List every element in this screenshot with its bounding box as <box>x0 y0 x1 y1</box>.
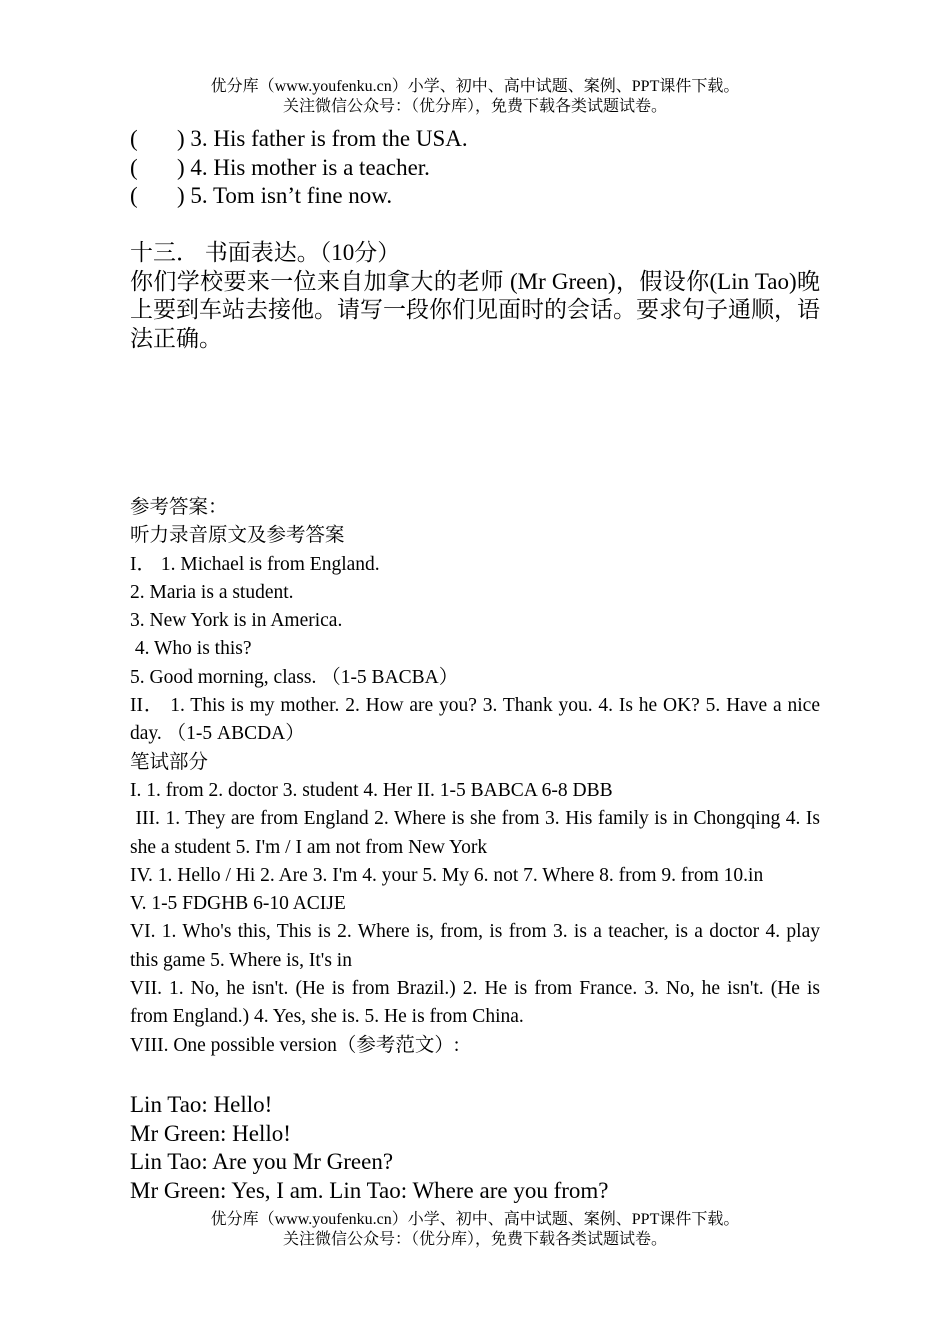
dialogue-line: Lin Tao: Hello! <box>130 1092 273 1117</box>
answer-blank: ( <box>130 126 138 151</box>
answer-blank: ( <box>130 154 138 180</box>
writing-section <box>130 239 820 353</box>
writing-prompt: 你们学校要来一位来自加拿大的老师 (Mr Green)，假设你(Lin Tao)晚上要到车站去接他。请写一段你们见面时的会话。要求句子通顺，语法正确。 <box>130 268 820 351</box>
listening-line: 5. Good morning, class. （1-5 BACBA） <box>130 666 459 688</box>
quiz-statement: ) 4. His mother is a teacher. <box>177 154 430 180</box>
header-line-2: 关注微信公众号：（优分库），免费下载各类试题试卷。 <box>282 98 667 115</box>
written-line: VIII. One possible version（参考范文）: <box>130 1034 460 1056</box>
quiz-item-5 <box>130 182 820 211</box>
listening-line: II． 1. This is my mother. 2. How are you? 3. Thank you. 4. Is he OK? 5. Have a nice day. （1-5 ABCDA） <box>130 695 820 745</box>
written-line: IV. 1. Hello / Hi 2. Are 3. I'm 4. your 5. My 6. not 7. Where 8. from 9. from 10.in <box>130 864 764 886</box>
listening-heading: 听力录音原文及参考答案 <box>130 525 345 547</box>
listening-line: 4. Who is this? <box>130 638 252 660</box>
dialogue-line: Lin Tao: Are you Mr Green? <box>130 1149 394 1174</box>
written-line: V. 1-5 FDGHB 6-10 ACIJE <box>130 893 346 915</box>
header-line-1: 优分库（www.youfenku.cn）小学、初中、高中试题、案例、PPT课件下载。 <box>210 78 740 95</box>
answers-heading: 参考答案： <box>130 497 228 518</box>
answer-key <box>130 494 825 1060</box>
written-line: VII. 1. No, he isn't. (He is from Brazil.) 2. He is from France. 3. No, he isn't. (He is from England.) 4. Yes, she is. 5. He is from China. <box>130 978 820 1028</box>
dialogue-line: Mr Green: Yes, I am. Lin Tao: Where are you from? <box>130 1177 609 1203</box>
written-line: VI. 1. Who's this, This is 2. Where is, from, is from 3. is a teacher, is a doctor 4. play this game 5. Where is, It's in <box>130 921 820 971</box>
listening-line: I． 1. Michael is from England. <box>130 553 380 575</box>
quiz-section <box>130 125 820 211</box>
written-line: I. 1. from 2. doctor 3. student 4. Her II. 1-5 BABCA 6-8 DBB <box>130 779 613 801</box>
page-header <box>0 77 950 117</box>
dialogue-line: Mr Green: Hello! <box>130 1120 291 1146</box>
footer-line-2: 关注微信公众号：（优分库），免费下载各类试题试卷。 <box>282 1231 667 1248</box>
quiz-statement: ) 5. Tom isn’t fine now. <box>177 183 393 208</box>
listening-line: 3. New York is in America. <box>130 610 343 632</box>
answer-blank: ( <box>130 183 138 208</box>
written-line: III. 1. They are from England 2. Where is she from 3. His family is in Chongqing 4. Is she a student 5. I'm / I am not from New York <box>130 808 825 858</box>
listening-line: 2. Maria is a student. <box>130 581 294 603</box>
quiz-item-4 <box>130 154 820 183</box>
writing-title: 十三． 书面表达。（10分） <box>130 240 401 265</box>
sample-dialogue <box>130 1091 820 1205</box>
quiz-item-3 <box>130 125 820 154</box>
quiz-statement: ) 3. His father is from the USA. <box>177 126 468 151</box>
footer-line-1: 优分库（www.youfenku.cn）小学、初中、高中试题、案例、PPT课件下载。 <box>210 1211 740 1228</box>
written-heading: 笔试部分 <box>130 751 209 773</box>
page-footer <box>0 1210 950 1250</box>
